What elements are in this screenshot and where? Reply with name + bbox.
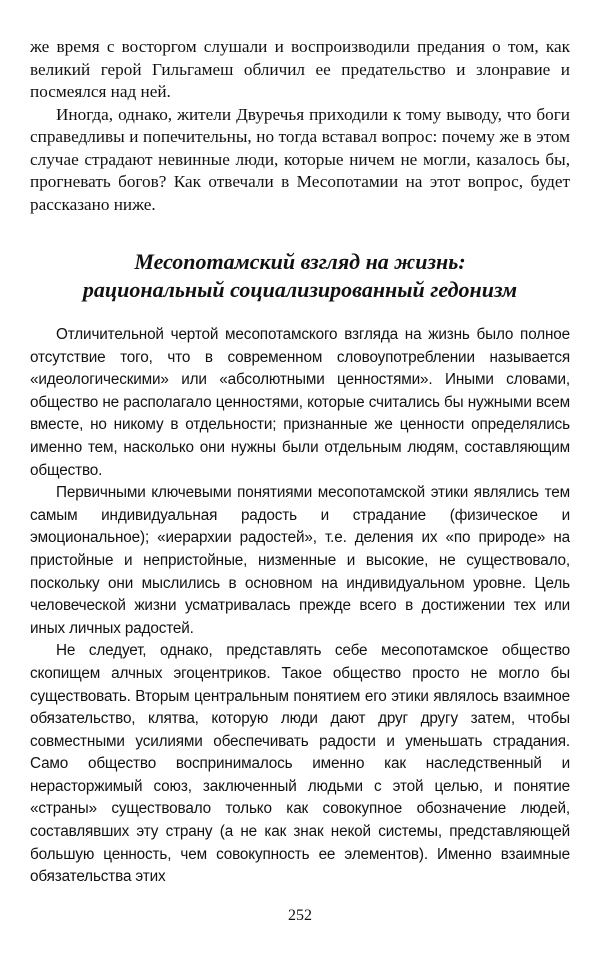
section-heading-line-1: Месопотамский взгляд на жизнь:	[134, 249, 466, 274]
body-paragraph-3: Не следует, однако, представлять себе месопотамское общество скопищем алчных эгоцентриков. Такое общество просто не могло бы существовать. Вторым центральным понятием его этики являлось взаимное обязательство, клятва, которую люди дают друг другу затем, чтобы совместными усилиями обеспечивать радости и уменьшать страдания. Само общество воспринималось именно как наследственный и нерасторжимый союз, заключенный людьми с этой целью, и понятие «страны» существовало только как совокупное обозначение людей, составлявших эту страну (а не как знак некой системы, представляющей большую ценность, чем совокупность ее элементов). Именно взаимные обязательства этих	[30, 642, 570, 886]
section-heading-line-2: рациональный социализированный гедонизм	[82, 277, 518, 302]
section-heading	[30, 248, 570, 304]
body-paragraph-1: Отличительной чертой месопотамского взгляда на жизнь было полное отсутствие того, что в современном словоупотреблении называется «идеологическими» или «абсолютными ценностями». Иными словами, общество не располагало ценностями, которые считались бы нужными всем вместе, но никому в отдельности; признанные же ценности определялись именно тем, насколько они нужны были отдельным людям, составляющим общество.	[30, 326, 570, 479]
intro-paragraph-continuation: же время с восторгом слушали и воспроизводили предания о том, как великий герой Гильгамеш обличил ее предательство и злонравие и посмеялся над ней.	[30, 37, 570, 101]
page-number: 252	[288, 907, 312, 924]
page-content	[30, 36, 570, 889]
intro-paragraph: Иногда, однако, жители Двуречья приходили к тому выводу, что боги справедливы и попечительны, но тогда вставал вопрос: почему же в этом случае страдают невинные люди, которые ничем не могли, казалось бы, прогневать богов? Как отвечали в Месопотамии на этот вопрос, будет рассказано ниже.	[30, 104, 570, 214]
body-paragraph-2: Первичными ключевыми понятиями месопотамской этики являлись тем самым индивидуальная радость и страдание (физическое и эмоциональное); «иерархии радостей», т.е. деления их «по природе» на пристойные и непристойные, низменные и высокие, не существовало, поскольку они мыслились в основном на индивидуальном уровне. Цель человеческой жизни усматривалась прежде всего в достижении тех или иных личных радостей.	[30, 484, 570, 637]
